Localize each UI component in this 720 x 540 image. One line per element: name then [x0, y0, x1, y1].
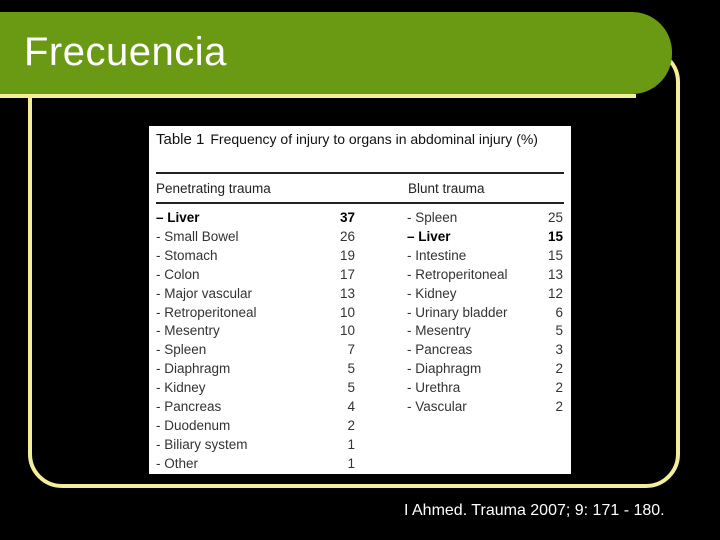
penetrating-row [156, 398, 355, 416]
penetrating-row [156, 360, 355, 378]
penetrating-organ: - Mesentry [156, 323, 220, 339]
blunt-row [407, 322, 563, 340]
penetrating-percent: 13 [339, 285, 355, 301]
blunt-row [407, 341, 563, 359]
penetrating-percent: 26 [339, 228, 355, 244]
penetrating-percent: 37 [339, 210, 355, 225]
blunt-organ: - Kidney [407, 285, 457, 301]
penetrating-percent: 7 [347, 342, 355, 358]
table-label: Table 1 [156, 131, 205, 148]
blunt-percent: 12 [547, 285, 563, 301]
penetrating-row [156, 341, 355, 359]
blunt-row [407, 209, 563, 227]
table-image [149, 126, 571, 474]
blunt-organ: - Intestine [407, 247, 467, 263]
title-underline [0, 94, 636, 98]
penetrating-percent: 10 [339, 304, 355, 320]
blunt-percent: 6 [555, 304, 563, 320]
blunt-row [407, 379, 563, 397]
penetrating-organ: – Liver [156, 210, 200, 225]
blunt-row [407, 285, 563, 303]
penetrating-organ: - Diaphragm [156, 361, 231, 377]
penetrating-percent: 2 [347, 417, 355, 433]
blunt-row [407, 398, 563, 416]
blunt-percent: 2 [555, 399, 563, 414]
table-rule-top [156, 172, 564, 174]
penetrating-percent: 1 [347, 436, 355, 452]
blunt-percent: 2 [555, 361, 563, 377]
blunt-percent: 15 [547, 247, 563, 263]
penetrating-percent: 1 [347, 455, 355, 471]
penetrating-row [156, 285, 355, 303]
penetrating-percent: 17 [339, 266, 355, 282]
penetrating-row [156, 247, 355, 265]
penetrating-row [156, 379, 355, 397]
penetrating-percent: 19 [339, 247, 355, 263]
penetrating-row [156, 266, 355, 284]
penetrating-organ: - Other [156, 455, 199, 471]
penetrating-row [156, 455, 355, 473]
blunt-row [407, 266, 563, 284]
blunt-percent: 15 [547, 228, 563, 244]
table-caption-text: Frequency of injury to organs in abdominal injury (%) [210, 131, 538, 147]
blunt-organ: – Liver [407, 228, 451, 244]
blunt-percent: 2 [555, 380, 563, 396]
blunt-row [407, 360, 563, 378]
penetrating-percent: 5 [347, 380, 355, 396]
slide-title: Frecuencia [24, 30, 227, 74]
penetrating-row [156, 417, 355, 435]
blunt-organ: - Mesentry [407, 323, 471, 339]
penetrating-organ: - Retroperitoneal [156, 304, 257, 320]
penetrating-row [156, 228, 355, 246]
penetrating-organ: - Biliary system [156, 436, 248, 452]
blunt-organ: - Retroperitoneal [407, 266, 508, 282]
blunt-percent: 25 [547, 210, 563, 225]
penetrating-header: Penetrating trauma [156, 181, 271, 196]
blunt-percent: 13 [547, 266, 563, 282]
penetrating-organ: - Pancreas [156, 399, 222, 414]
penetrating-organ: - Kidney [156, 380, 206, 396]
blunt-row [407, 304, 563, 322]
citation: I Ahmed. Trauma 2007; 9: 171 - 180. [404, 502, 665, 519]
penetrating-organ: - Small Bowel [156, 228, 239, 244]
blunt-header: Blunt trauma [408, 181, 485, 196]
penetrating-organ: - Stomach [156, 247, 218, 263]
penetrating-row [156, 209, 355, 227]
blunt-row [407, 247, 563, 265]
blunt-row [407, 228, 563, 246]
table-rule-header [156, 202, 564, 204]
blunt-organ: - Urethra [407, 380, 461, 396]
penetrating-row [156, 322, 355, 340]
blunt-organ: - Pancreas [407, 342, 473, 358]
blunt-organ: - Urinary bladder [407, 304, 508, 320]
penetrating-organ: - Colon [156, 266, 200, 282]
blunt-percent: 3 [555, 342, 563, 358]
penetrating-percent: 4 [347, 399, 355, 414]
blunt-organ: - Diaphragm [407, 361, 482, 377]
penetrating-organ: - Spleen [156, 342, 207, 358]
penetrating-organ: - Duodenum [156, 417, 231, 433]
penetrating-row [156, 436, 355, 454]
blunt-organ: - Vascular [407, 399, 467, 414]
penetrating-organ: - Major vascular [156, 285, 253, 301]
penetrating-percent: 10 [339, 323, 355, 339]
table-caption [156, 130, 551, 149]
blunt-organ: - Spleen [407, 210, 458, 225]
blunt-percent: 5 [555, 323, 563, 339]
penetrating-row [156, 304, 355, 322]
penetrating-percent: 5 [347, 361, 355, 377]
